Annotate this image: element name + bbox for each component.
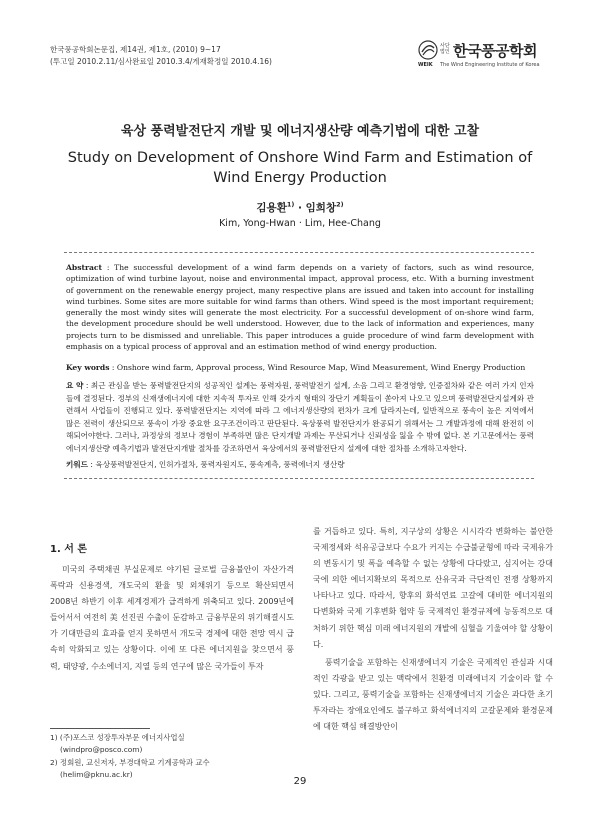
keywords-text: : Onshore wind farm, Approval process, Wind Resource Map, Wind Measurement, Wind Energy Production: [109, 363, 526, 372]
submission-dates: (투고일 2010.2.11/심사완료일 2010.3.4/게재확정일 2010.4.16): [50, 57, 272, 66]
author-2: 임희창: [305, 202, 337, 214]
footnote-1: 1) (주)포스코 성장투자부문 에너지사업실: [50, 733, 185, 742]
divider-bottom: [64, 478, 534, 479]
title-english: Study on Development of Onshore Wind Farm and Estimation of Wind Energy Production: [67, 150, 533, 186]
logo-abbr: WEIK: [418, 62, 433, 68]
author-separator: ·: [294, 202, 306, 214]
body-paragraph: 를 거듭하고 있다. 특히, 지구상의 상황은 시시각각 변화하는 불안한 국제정세와 석유공급보다 수요가 커지는 수급불균형에 따라 국제유가의 변동시기 및 폭을 예측할 수 없는 상황에 다다랐고, 심지어는 강대국에 의한 에너지확보의 목적으로 산유국과 극단적인 전쟁 상황까지 나타나고 있다. 따라서, 향후의 화석연료 고갈에 대비한 에너지원의 다변화와 국제 기후변화 협약 등 국제적인 환경규제에 능동적으로 대처하기 위한 핵심 미래 에너지원의 개발에 심혈을 기울여야 할 상황이다.: [313, 527, 553, 649]
keywords-ko-label: 키워드: [66, 460, 89, 469]
authors-english: Kim, Yong-Hwan · Lim, Hee-Chang: [219, 218, 381, 229]
journal-header: [50, 44, 272, 68]
society-logo: [418, 40, 548, 74]
footnote-rule: [50, 728, 150, 729]
abstract-label: Abstract: [66, 263, 103, 272]
footnote-2-email: (helim@pknu.ac.kr): [60, 770, 133, 780]
section-heading: 1. 서 론: [50, 544, 88, 555]
keywords-label: Key words: [66, 363, 110, 372]
abstract-text: : The successful development of a wind farm depends on a variety of factors, such as wind resource, optimization of wind turbine layout, noise and environmental impact, approval process, etc. With a burning investment of government on the renewable energy project, many respective plans are issued and taken into account for installing wind turbines. Some sites are more suitable for wind farms than others. Wind speed is the most important requirement; generally the most windy sites will generate the most electricity. For a successful development of on-shore wind farm, the development procedure should be well understood. However, due to the lack of information and experiences, many projects turn to be dismissed and unreliable. This paper introduces a guide procedure of wind farm development with emphasis on a typical process of approval and an estimation method of wind energy production.: [66, 263, 534, 352]
body-right-column: [313, 524, 553, 735]
keywords-ko-text: : 육상풍력발전단지, 인허가절차, 풍력자원지도, 풍속계측, 풍력에너지 생산량: [88, 460, 345, 469]
logo-english: The Wind Engineering Institute of Korea: [440, 62, 540, 68]
summary-korean: [66, 380, 534, 456]
author-1-mark: 1): [286, 200, 295, 209]
authors-korean: [0, 200, 600, 215]
footnote-1-email: (windpro@posco.com): [60, 745, 143, 755]
weik-emblem-icon: [418, 40, 438, 60]
logo-name: 한국풍공학회: [453, 42, 537, 60]
title-korean: 육상 풍력발전단지 개발 및 에너지생산량 예측기법에 대한 고찰: [120, 124, 480, 139]
author-1: 김용환: [256, 202, 287, 214]
author-2-mark: 2): [336, 200, 344, 209]
divider-top: [64, 252, 534, 253]
logo-sub: 사단법인: [440, 43, 450, 55]
body-paragraph: 풍력기술을 포함하는 신재생에너지 기술은 국제적인 관심과 시대적인 각광을 받고 있는 맥락에서 친환경 미래에너지 기술이라 할 수 있다. 그리고, 풍력기술을 포함하는 신재생에너지 기술은 과다한 초기투자라는 장애요인에도 불구하고 화석에너지의 고갈문제와 환경문제에 대한 핵심 해결방안이: [313, 657, 553, 732]
footnote-2: 2) 정회원, 교신저자, 부경대학교 기계공학과 교수: [50, 757, 210, 767]
footnotes: [50, 732, 294, 782]
page-number: 29: [293, 776, 307, 787]
summary-text: : 최근 관심을 받는 풍력발전단지의 성공적인 설계는 풍력자원, 풍력발전기 설계, 소음 그리고 환경영향, 인증절차와 같은 여러 가지 인자들에 결정된다. 정부의 신재생에너지에 대한 지속적 투자로 인해 갖가지 형태의 장단기 계획들이 쏟아져 나오고 있으며 풍력발전단지설계와 관련해서 사업들이 진행되고 있다. 풍력발전단지는 지역에 따라 그 에너지생산량의 편차가 크게 달라지는데, 일반적으로 풍속이 높은 지역에서 많은 전력이 생산되므로 풍속이 가장 중요한 요구조건이라고 판단된다. 육상풍력 발전단지가 완공되기 위해서는 그 개발과정에 대해 완전히 이해되어야한다. 그러나, 과정상의 정보나 경험이 부족하면 많은 단지개발 과제는 무산되거나 신뢰성을 잃을 수 밖에 없다. 본 기고문에서는 풍력에너지생산량 예측기법과 발전단지개발 절차를 강조하면서 육상에서의 풍력발전단지 설계에 대한 절차를 소개하고자한다.: [66, 381, 534, 453]
journal-citation: 한국풍공학회논문집, 제14권, 제1호, (2010) 9~17: [50, 45, 221, 54]
body-paragraph: 미국의 주택채권 부실문제로 야기된 글로벌 금융불안이 자산가격 폭락과 신용경색, 개도국의 환율 및 외채위기 등으로 확산되면서 2008년 하반기 이후 세계경제가 급격하게 위축되고 있다. 2009년에 들어서서 여전히 美 선진권 수출이 둔감하고 금융부문의 위기해결시도가 기대만큼의 효과를 얻지 못하면서 개도국 경제에 대한 전망 역시 급속히 악화되고 있는 상황이다. 이에 또 다른 에너지원을 찾으면서 풍력, 태양광, 수소에너지, 지열 등의 연구에 많은 국가들이 투자: [50, 565, 294, 671]
summary-label: 요 약: [66, 381, 84, 390]
keywords: [66, 362, 534, 373]
keywords-korean: [66, 459, 534, 470]
abstract: [66, 262, 534, 352]
body-left-column: [50, 562, 294, 675]
